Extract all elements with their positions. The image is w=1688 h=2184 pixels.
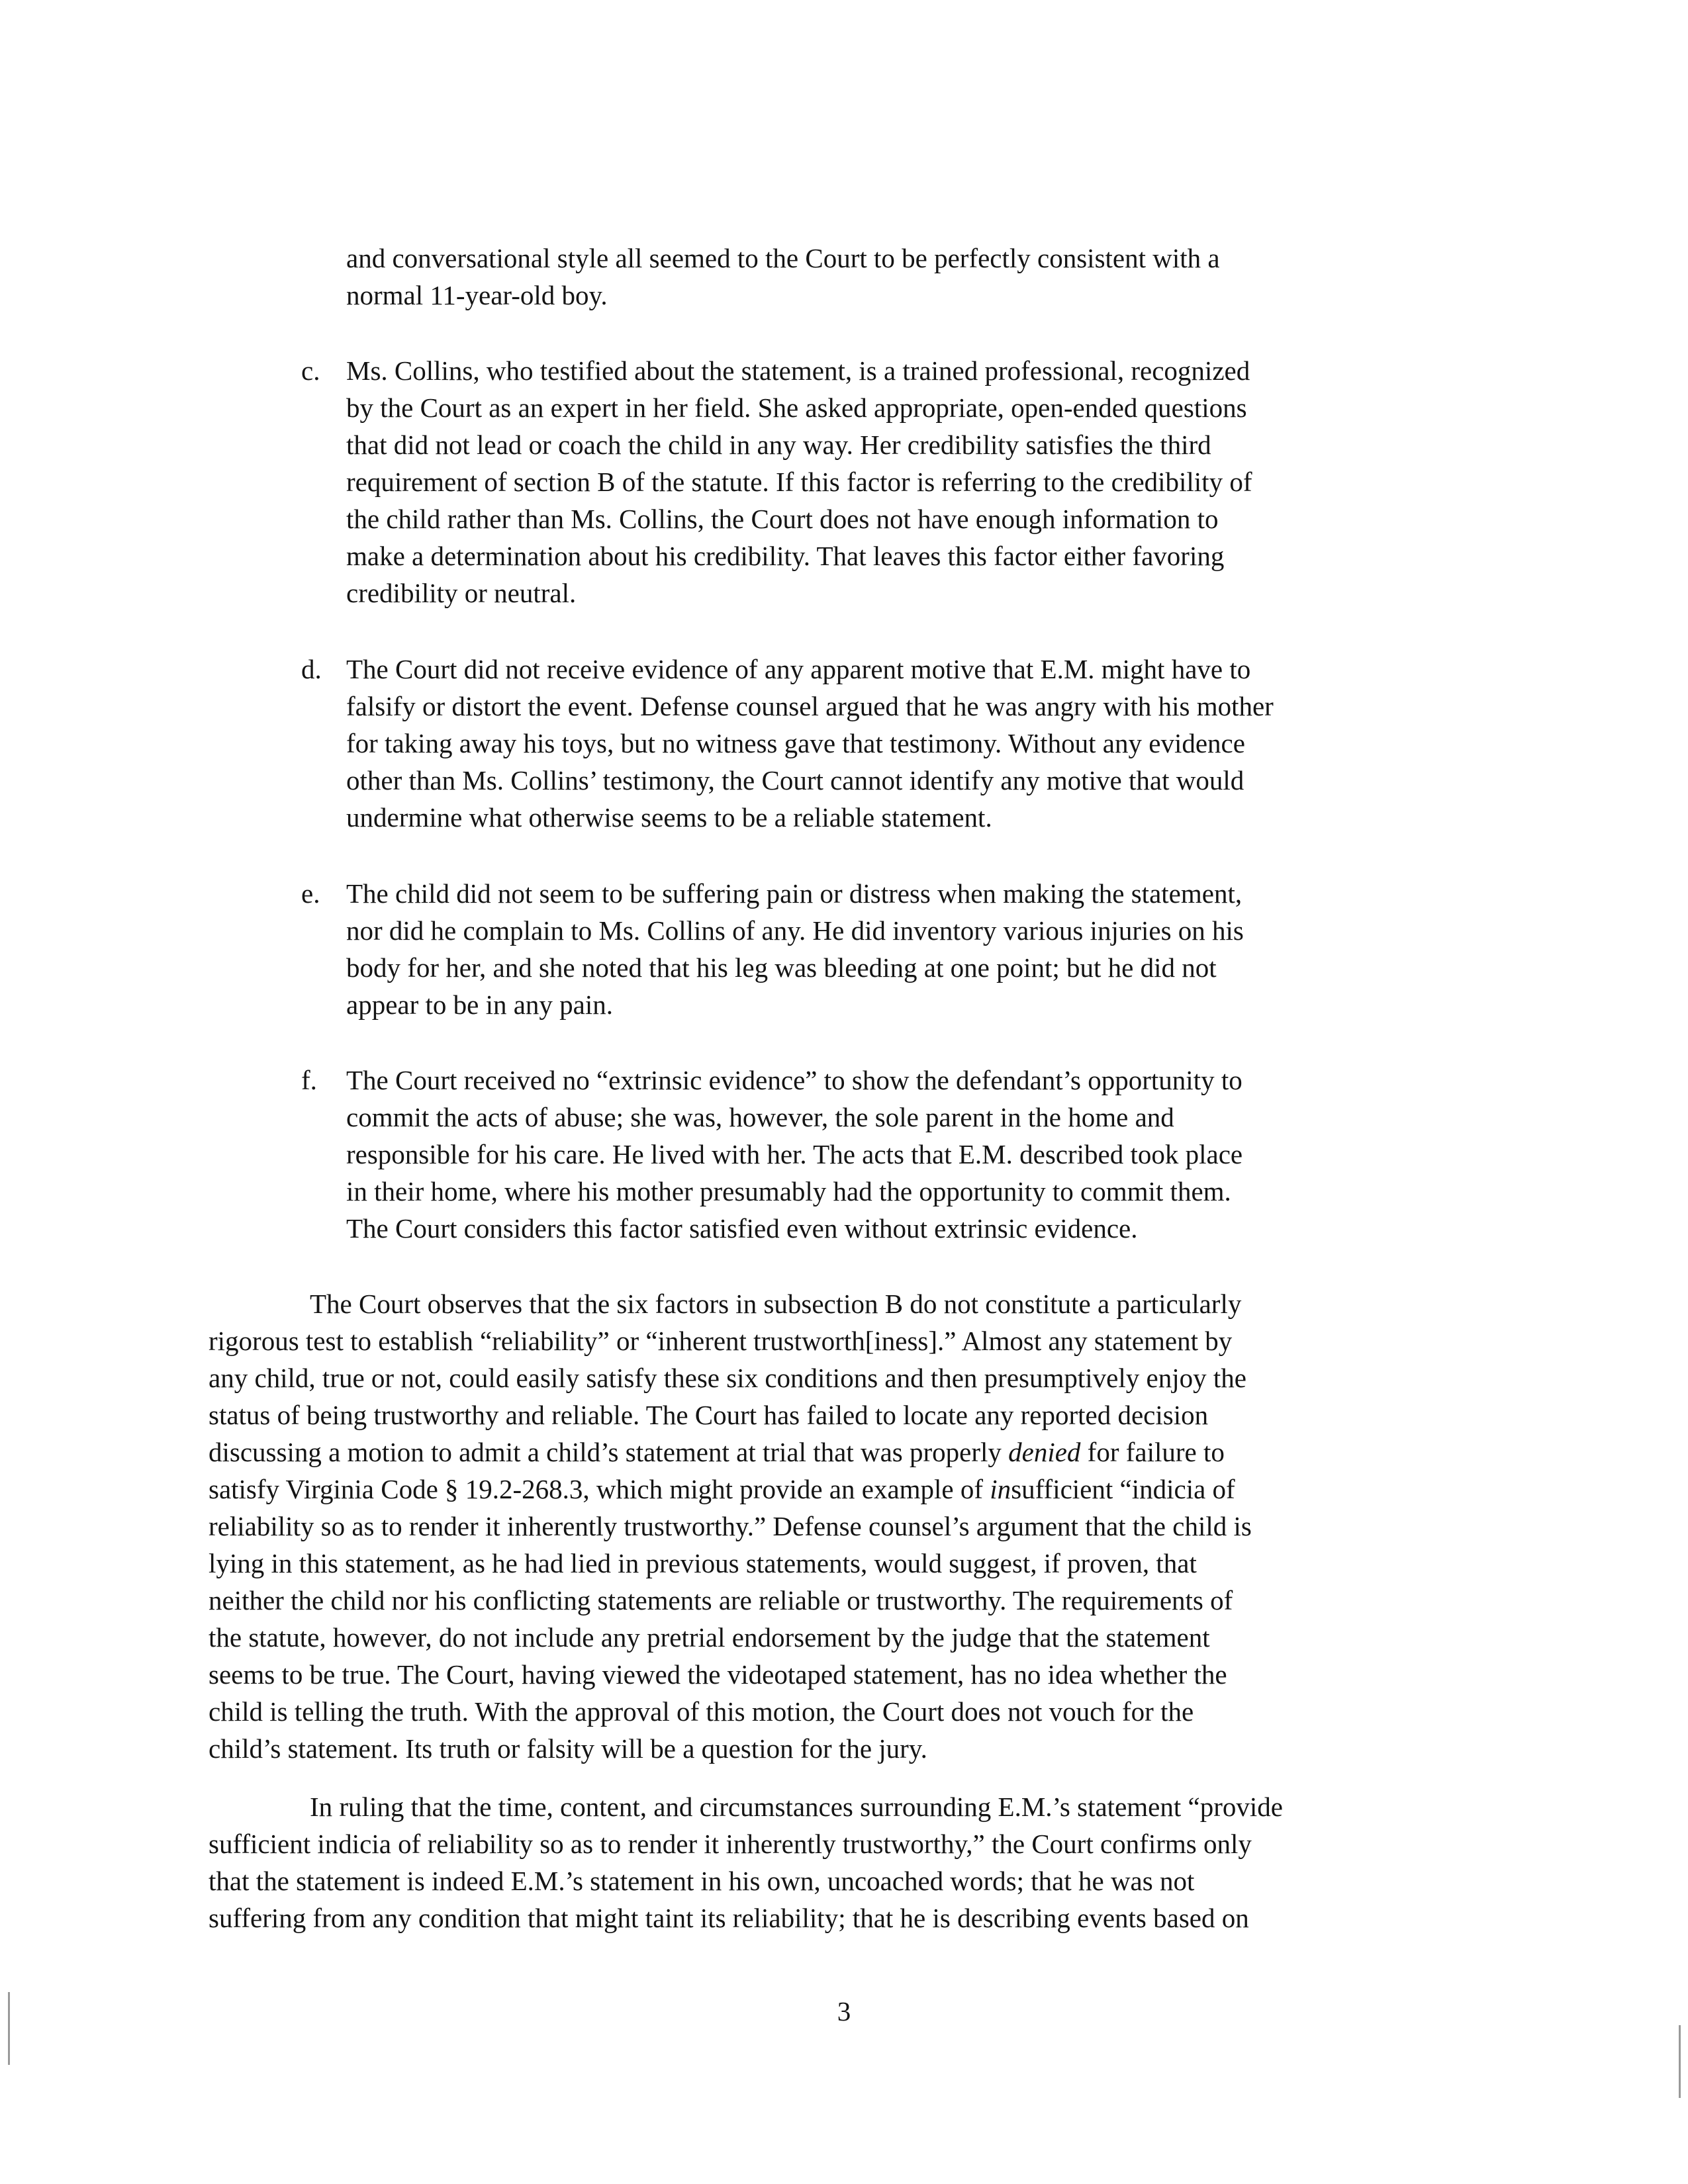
text-line: the child rather than Ms. Collins, the Court does not have enough information to — [346, 504, 1219, 534]
page-number: 3 — [837, 1996, 851, 2026]
text-line: credibility or neutral. — [346, 578, 577, 608]
text-line: and conversational style all seemed to the Court to be perfectly consistent with a — [346, 243, 1220, 273]
text-line: The Court considers this factor satisfied even without extrinsic evidence. — [346, 1213, 1138, 1244]
list-item-text — [346, 651, 1274, 836]
text-line: other than Ms. Collins’ testimony, the Court cannot identify any motive that would — [346, 765, 1244, 796]
list-item-text — [346, 875, 1244, 1023]
text-line: normal 11-year-old boy. — [346, 280, 608, 310]
body-paragraph-2 — [209, 1788, 1493, 1936]
body-paragraph-1 — [209, 1285, 1493, 1767]
list-item-text — [346, 352, 1252, 612]
continuation-paragraph — [346, 240, 1498, 314]
text-line: in their home, where his mother presumably had the opportunity to commit them. — [346, 1176, 1231, 1206]
scan-artifact-right — [1679, 2025, 1681, 2098]
text-line: commit the acts of abuse; she was, however, the sole parent in the home and — [346, 1102, 1174, 1132]
text-line: for taking away his toys, but no witness gave that testimony. Without any evidence — [346, 728, 1245, 758]
text-line: The Court received no “extrinsic evidence” to show the defendant’s opportunity to — [346, 1065, 1243, 1095]
list-marker: f. — [301, 1065, 317, 1095]
text-line: seems to be true. The Court, having viewed the videotaped statement, has no idea whether the — [209, 1659, 1227, 1690]
text-line: nor did he complain to Ms. Collins of any. He did inventory various injuries on his — [346, 915, 1244, 946]
text-line: by the Court as an expert in her field. She asked appropriate, open-ended questions — [346, 392, 1247, 423]
text-line: undermine what otherwise seems to be a reliable statement. — [346, 802, 992, 833]
list-marker: c. — [301, 355, 320, 386]
text-line: falsify or distort the event. Defense counsel argued that he was angry with his mother — [346, 691, 1274, 721]
text-line: sufficient indicia of reliability so as to render it inherently trustworthy,” the Court confirms only — [209, 1829, 1252, 1859]
text-line: the statute, however, do not include any pretrial endorsement by the judge that the statement — [209, 1622, 1210, 1653]
text-line: rigorous test to establish “reliability” or “inherent trustworth[iness].” Almost any statement by — [209, 1326, 1233, 1356]
text-line: child’s statement. Its truth or falsity will be a question for the jury. — [209, 1733, 927, 1764]
text-line: child is telling the truth. With the approval of this motion, the Court does not vouch for the — [209, 1696, 1194, 1727]
list-marker: d. — [301, 654, 322, 684]
text-line: In ruling that the time, content, and circumstances surrounding E.M.’s statement “provide — [310, 1792, 1283, 1822]
text-line: requirement of section B of the statute. If this factor is referring to the credibility of — [346, 467, 1252, 497]
text-line: make a determination about his credibility. That leaves this factor either favoring — [346, 541, 1225, 571]
text-line: discussing a motion to admit a child’s statement at trial that was properly denied for failure to — [209, 1437, 1225, 1467]
text-line: appear to be in any pain. — [346, 989, 614, 1020]
text-line: suffering from any condition that might taint its reliability; that he is describing events based on — [209, 1903, 1249, 1933]
emphasis-denied: denied — [1008, 1437, 1081, 1467]
text-line: neither the child nor his conflicting statements are reliable or trustworthy. The requirements of — [209, 1585, 1233, 1615]
text-line: The Court did not receive evidence of any apparent motive that E.M. might have to — [346, 654, 1251, 684]
text-line: body for her, and she noted that his leg was bleeding at one point; but he did not — [346, 952, 1217, 983]
list-item-text — [346, 1062, 1243, 1247]
text-line: status of being trustworthy and reliable. The Court has failed to locate any reported decision — [209, 1400, 1209, 1430]
text-line: The child did not seem to be suffering pain or distress when making the statement, — [346, 878, 1243, 909]
text-line: satisfy Virginia Code § 19.2-268.3, which might provide an example of insufficient “indicia of — [209, 1474, 1235, 1504]
scan-artifact-left — [8, 1992, 10, 2065]
emphasis-in: in — [990, 1474, 1011, 1504]
text-line: responsible for his care. He lived with her. The acts that E.M. described took place — [346, 1139, 1243, 1169]
text-line: reliability so as to render it inherently trustworthy.” Defense counsel’s argument that the child is — [209, 1511, 1252, 1541]
list-marker: e. — [301, 878, 320, 909]
text-line: The Court observes that the six factors in subsection B do not constitute a particularly — [310, 1289, 1242, 1319]
text-line: lying in this statement, as he had lied in previous statements, would suggest, if proven, that — [209, 1548, 1197, 1578]
text-line: Ms. Collins, who testified about the statement, is a trained professional, recognized — [346, 355, 1250, 386]
text-line: any child, true or not, could easily satisfy these six conditions and then presumptively enjoy the — [209, 1363, 1246, 1393]
text-line: that did not lead or coach the child in any way. Her credibility satisfies the third — [346, 430, 1211, 460]
text-line: that the statement is indeed E.M.’s statement in his own, uncoached words; that he was not — [209, 1866, 1195, 1896]
